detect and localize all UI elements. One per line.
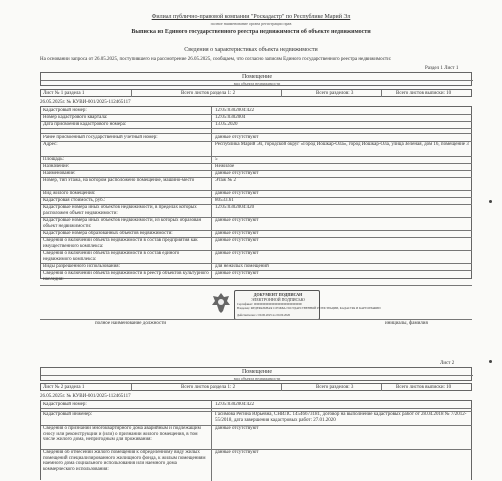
row-label: Ранее присвоенный государственный учетный номер: xyxy=(43,135,158,140)
object-type: Помещение xyxy=(241,74,273,80)
row-label: Наименование: xyxy=(43,171,76,176)
row-value: данные отсутствуют xyxy=(215,191,259,196)
row-label: Сведения о включении объекта недвижимости в состав единого недвижимого комплекса: xyxy=(43,251,180,262)
sections-total: Всего разделов: 3 xyxy=(316,385,354,390)
row-value: 12:05:0302004:422 xyxy=(215,402,255,407)
row-label: Кадастровый номер: xyxy=(43,108,87,113)
row-label: Адрес: xyxy=(43,142,58,147)
row-label: Площадь: xyxy=(43,157,64,162)
object-type: Помещение xyxy=(241,369,273,375)
sections-total: Всего разделов: 3 xyxy=(316,91,354,96)
basis-text: На основании запроса от 26.05.2025, поступившего на рассмотрение 26.05.2025, сообщаем, что согласно записям Единого государственного реестра недвижимости: xyxy=(40,57,392,62)
row-value: данные отсутствуют xyxy=(215,450,259,455)
row-label: Назначение: xyxy=(43,164,70,169)
characteristics-table xyxy=(40,106,472,282)
row-value: данные отсутствуют xyxy=(215,135,259,140)
document-title: Выписка из Единого государственного реестра недвижимости об объекте недвижимости xyxy=(131,29,371,35)
row-label: Дата присвоения кадастрового номера: xyxy=(43,122,127,127)
row-value: для нежилых помещений xyxy=(215,264,269,269)
org-name: Филиал публично-правовой компании "Роскадастр" по Республике Марий Эл xyxy=(151,14,351,20)
section-label: Раздел 1 Лист 1 xyxy=(425,66,459,71)
row-value: Нежилое xyxy=(215,164,235,169)
row-value: 13.05.2020 xyxy=(215,122,238,127)
row-value: данные отсутствуют xyxy=(215,231,259,236)
row-value: 12:05:0302004 xyxy=(215,115,246,120)
row-value: данные отсутствуют xyxy=(215,218,259,223)
characteristics-table-2 xyxy=(40,400,472,480)
signature-name-caption: инициалы, фамилия xyxy=(385,321,428,326)
object-header xyxy=(40,72,472,86)
row-value: данные отсутствуют xyxy=(215,251,259,256)
sheet-numbering xyxy=(40,89,472,97)
row-label: Сведения о включении объекта недвижимости в реестр объектов культурного наследия: xyxy=(43,271,209,282)
row-value: 5 xyxy=(215,157,218,162)
row-label: Кадастровые номера образованных объектов недвижимости: xyxy=(43,231,173,236)
row-label: Сведения о включении объекта недвижимости в состав предприятия как имущественного комплекса: xyxy=(43,238,198,249)
row-label: Кадастровый инженер: xyxy=(43,412,93,417)
address-value: Республика Марий Эл, городской округ «Город Йошкар-Ола», город Йошкар-Ола, улица Зеленая, дом 16, помещение 3 xyxy=(215,142,469,147)
row-label: Кадастровый номер: xyxy=(43,402,87,407)
row-value: данные отсутствуют xyxy=(215,171,259,176)
row-label: Сведения о признании многоквартирного дома аварийным и подлежащим сносу или реконструкции и (или) о признании жилого помещения, в том числе жилого дома, непригодным для проживания: xyxy=(43,426,201,443)
org-caption: полное наименование органа регистрации прав xyxy=(210,21,292,26)
request-date-number: 26.05.2025г. № КУВИ-001/2025-112465117 xyxy=(40,100,131,105)
stamp-subtitle: ЭЛЕКТРОННОЙ ПОДПИСЬЮ xyxy=(251,297,305,302)
scan-mark xyxy=(489,200,492,203)
row-value: данные отсутствуют xyxy=(215,426,259,431)
row-label: Вид жилого помещения: xyxy=(43,191,96,196)
object-header-2 xyxy=(40,367,472,381)
stamp-owner: Владелец: ФЕДЕРАЛЬНАЯ СЛУЖБА ГОСУДАРСТВЕННОЙ РЕГИСТРАЦИИ, КАДАСТРА И КАРТОГРАФИИ xyxy=(237,306,381,310)
object-type-caption: вид объекта недвижимости xyxy=(233,81,281,86)
cadastral-value: 80533.61 xyxy=(215,198,234,203)
sheet-2-label: Лист 2 xyxy=(440,361,455,366)
row-value: Этаж № 2 xyxy=(215,178,236,183)
request-date-number-2: 26.05.2025г. № КУВИ-001/2025-112465117 xyxy=(40,394,131,399)
row-value: данные отсутствуют xyxy=(215,271,259,276)
row-value: Гасимова Регина Юрьевна, СНИЛС 14546673181, договор на выполнение кадастровых работ от 28.04.2018 № 7/2012-55/2018, дата завершения кадастровых работ: 27.01.2020 xyxy=(215,412,467,423)
object-type-caption: вид объекта недвижимости xyxy=(233,376,281,381)
scan-mark xyxy=(489,360,492,363)
sheets-in-section: Всего листов раздела 1: 2 xyxy=(181,91,236,96)
row-value: 12:05:0302004:422 xyxy=(215,108,255,113)
row-label: Виды разрешенного использования: xyxy=(43,264,120,269)
electronic-signature-stamp xyxy=(234,290,381,320)
document-subtitle: Сведения о характеристиках объекта недвижимости xyxy=(184,47,318,53)
row-label: Номер, тип этажа, на котором расположено помещение, машино-место xyxy=(43,178,195,183)
row-label: Сведения об отнесении жилого помещения к определенному виду жилых помещений специализированного жилищного фонда, к жилым помещениям наемного дома социального использования или наемного дома коммерческого использования: xyxy=(43,450,206,472)
stamp-title: ДОКУМЕНТ ПОДПИСАН xyxy=(253,292,303,297)
sheet-numbering-2 xyxy=(40,383,472,391)
sheet-number: Лист № 1 раздела 1 xyxy=(43,91,85,96)
sheets-total: Всего листов выписки: 10 xyxy=(396,385,452,390)
row-label: Кадастровая стоимость, руб.: xyxy=(43,198,106,203)
row-label: Кадастровые номера иных объектов недвижимости, из которых образован объект недвижимости: xyxy=(43,218,202,229)
stamp-validity: Действителен: с 00.00.2025 по 00.00.2026 xyxy=(237,313,291,317)
signature-position-caption: полное наименование должности xyxy=(95,321,167,326)
row-label: Кадастровые номера иных объектов недвижимости, в пределах которых расположен объект недвижимости: xyxy=(43,205,197,216)
row-value: данные отсутствуют xyxy=(215,238,259,243)
sheets-total: Всего листов выписки: 10 xyxy=(396,91,452,96)
stamp-certificate: Сертификат: 00000000000000000000000000000000 xyxy=(237,302,302,306)
sheets-in-section: Всего листов раздела 1: 2 xyxy=(181,385,236,390)
row-label: Номер кадастрового квартала: xyxy=(43,115,108,120)
row-value: 12:05:0302004:420 xyxy=(215,205,255,210)
sheet-number: Лист № 2 раздела 1 xyxy=(43,385,85,390)
emblem-icon xyxy=(210,291,232,315)
